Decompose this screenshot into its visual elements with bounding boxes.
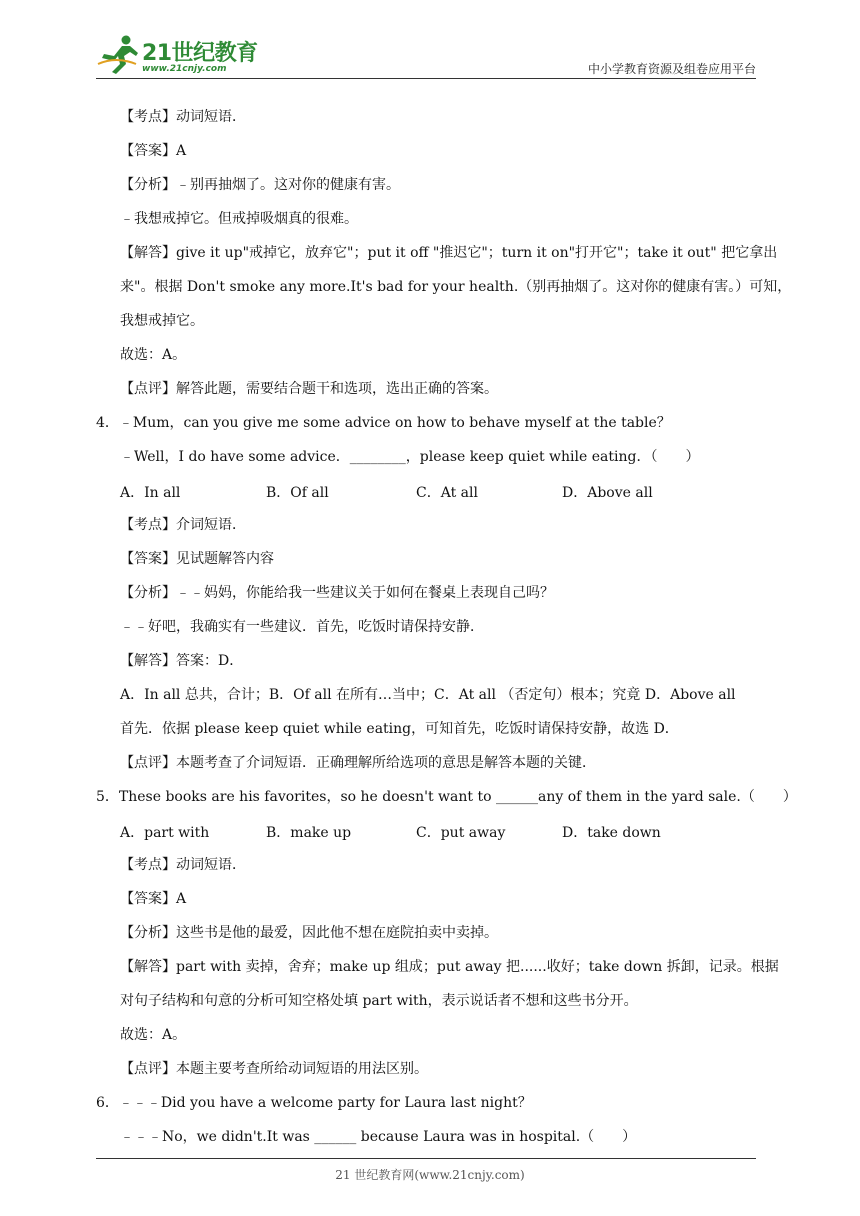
text-line: 【分析】﹣别再抽烟了。这对你的健康有害。 <box>120 177 400 193</box>
question-6-stem: 6．﹣﹣﹣Did you have a welcome party for Laura last night？ <box>96 1095 532 1111</box>
text-line: 我想戒掉它。 <box>120 313 204 329</box>
logo-url: www.21cnjy.com <box>142 64 227 74</box>
q4-jieda: 【解答】答案：D． <box>120 653 244 669</box>
q4-dianping: 【点评】本题考查了介词短语．正确理解所给选项的意思是解答本题的关键． <box>120 755 596 771</box>
question-4-stem-2: ﹣Well，I do have some advice．________，please keep quiet while eating．（ ） <box>120 449 700 465</box>
q4-detail-2: 首先．依据 please keep quiet while eating，可知首先，吃饭时请保持安静，故选 D． <box>120 721 679 737</box>
runner-logo-icon <box>96 34 140 74</box>
q5-option-d: D．take down <box>562 825 661 841</box>
q5-option-c: C．put away <box>416 825 506 841</box>
page-footer: 21 世纪教育网(www.21cnjy.com) <box>335 1168 525 1182</box>
page-header <box>96 30 756 80</box>
q5-jieda: 【解答】part with 卖掉，舍弃；make up 组成；put away 把......收好；take down 拆卸，记录。根据 <box>120 959 779 975</box>
question-5-stem: 5．These books are his favorites，so he doesn't want to ______any of them in the yard sale.（ ） <box>96 789 797 805</box>
logo-text: 21世纪教育 <box>142 41 258 66</box>
q4-option-d: D．Above all <box>562 485 653 501</box>
q5-option-a: A．part with <box>120 825 210 841</box>
question-6-stem-2: ﹣﹣﹣No，we didn't.It was ______ because Laura was in hospital.（ ） <box>120 1129 637 1145</box>
logo <box>96 34 266 76</box>
platform-name: 中小学教育资源及组卷应用平台 <box>587 62 756 76</box>
q5-kaodian: 【考点】动词短语． <box>120 857 246 873</box>
q5-guxuan: 故选：A。 <box>120 1027 187 1043</box>
q4-option-b: B．Of all <box>266 485 329 501</box>
q5-jieda-2: 对句子结构和句意的分析可知空格处填 part with，表示说话者不想和这些书分开。 <box>120 993 638 1009</box>
q4-answer: 【答案】见试题解答内容 <box>120 551 274 567</box>
q5-dianping: 【点评】本题主要考查所给动词短语的用法区别。 <box>120 1061 428 1077</box>
text-line: ﹣我想戒掉它。但戒掉吸烟真的很难。 <box>120 211 358 227</box>
q4-detail: A．In all 总共，合计；B．Of all 在所有…当中；C．At all （否定句）根本；究竟 D．Above all <box>120 687 736 703</box>
text-line: 【考点】动词短语． <box>120 109 246 125</box>
q5-answer: 【答案】A <box>120 891 187 907</box>
text-line: 【解答】give it up"戒掉它，放弃它"；put it off "推迟它"；turn it on"打开它"；take it out" 把它拿出 <box>120 245 778 261</box>
q4-option-c: C．At all <box>416 485 478 501</box>
footer-divider <box>96 1158 756 1159</box>
q4-fenxi: 【分析】﹣﹣妈妈，你能给我一些建议关于如何在餐桌上表现自己吗？ <box>120 585 554 601</box>
q5-option-b: B．make up <box>266 825 352 841</box>
q4-option-a: A．In all <box>120 485 181 501</box>
header-divider <box>96 78 756 79</box>
question-4-stem: 4．﹣Mum，can you give me some advice on how to behave myself at the table？ <box>96 415 671 431</box>
q4-kaodian: 【考点】介词短语． <box>120 517 246 533</box>
text-line: 来"。根据 Don't smoke any more.It's bad for your health.（别再抽烟了。这对你的健康有害。）可知， <box>120 279 792 295</box>
q5-fenxi: 【分析】这些书是他的最爱，因此他不想在庭院拍卖中卖掉。 <box>120 925 498 941</box>
q4-fenxi-2: ﹣﹣好吧，我确实有一些建议．首先，吃饭时请保持安静． <box>120 619 484 635</box>
text-line: 【答案】A <box>120 143 187 159</box>
text-line: 故选：A。 <box>120 347 187 363</box>
text-line: 【点评】解答此题，需要结合题干和选项，选出正确的答案。 <box>120 381 498 397</box>
